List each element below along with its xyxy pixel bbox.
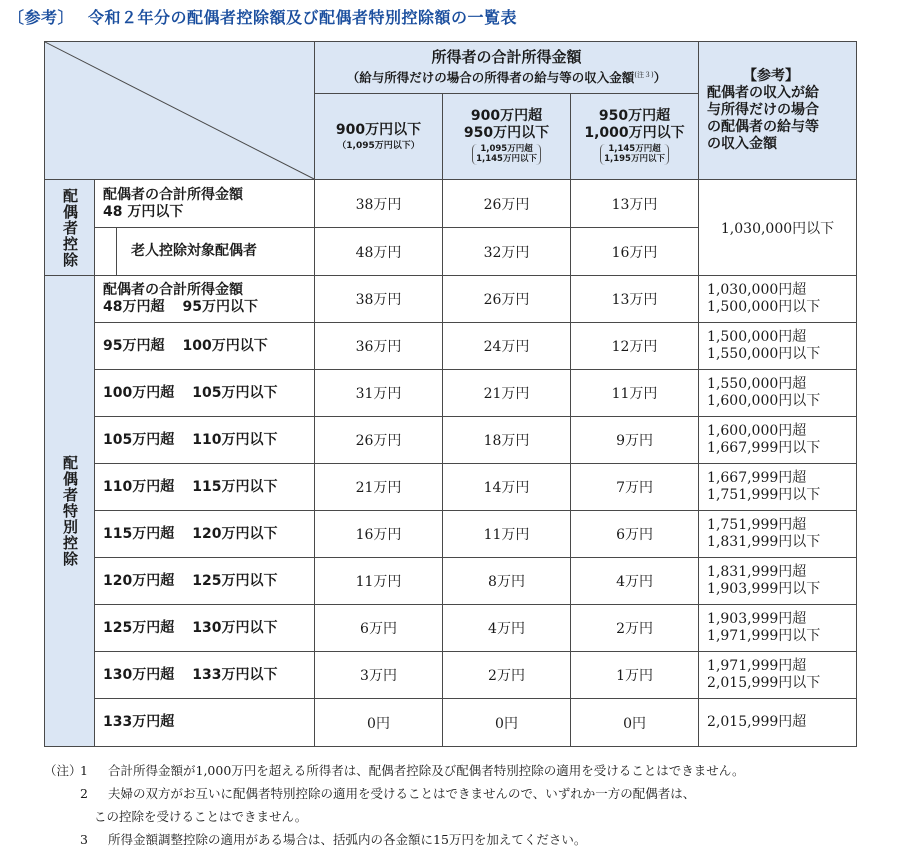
ref-low: 1,550,000円超 [707,376,807,392]
row-label-elderly-spouse: 老人控除対象配偶者 [117,228,315,276]
row-label-line2: 48 万円以下 [103,203,184,220]
value-cell: 11万円 [443,511,571,558]
value-cell: 16万円 [315,511,443,558]
range-high: 125万円以下 [192,572,278,589]
value-cell: 14万円 [443,464,571,511]
value-cell: 24万円 [443,323,571,370]
range-high: 120万円以下 [192,525,278,542]
range-high: 115万円以下 [192,478,278,495]
value-cell: 36万円 [315,323,443,370]
value-cell: 26万円 [315,417,443,464]
col1-line1: 900万円以下 [335,121,422,138]
row-label-special-6 [95,511,315,558]
col3-line1: 950万円超 [598,107,671,124]
header-group-title: 所得者の合計所得金額 [431,48,582,67]
row-label-line1: 配偶者の合計所得金額 [103,186,243,203]
row-label-special-1 [95,276,315,323]
header-col-1 [315,94,443,180]
value-cell: 6万円 [571,511,699,558]
range-low: 130万円超 [103,666,175,683]
ref-low: 1,030,000円超 [707,282,807,298]
ref-cell [699,511,857,558]
ref-line-4: の収入金額 [707,136,778,152]
value-cell: 48万円 [315,228,443,276]
range-low: 125万円超 [103,619,175,636]
value-cell: 0円 [315,699,443,747]
value-cell: 21万円 [443,370,571,417]
ref-high: 1,903,999円以下 [707,581,821,597]
row-label-special-5 [95,464,315,511]
note-number: 2 [80,786,88,801]
row-label-special-2 [95,323,315,370]
ref-low: 1,971,999円超 [707,658,807,674]
row-label-special-9 [95,652,315,699]
ref-cell [699,323,857,370]
range-high: 100万円以下 [182,337,268,354]
ref-high: 1,667,999円以下 [707,440,821,456]
deduction-table [44,41,857,747]
col2-sub2: 1,145万円以下 [476,154,537,165]
diagonal-line [45,42,314,179]
ref-low: 1,600,000円超 [707,423,807,439]
range-low: 110万円超 [103,478,175,495]
col1-sub: （1,095万円以下） [337,140,420,151]
ref-high: 1,831,999円以下 [707,534,821,550]
value-cell: 2万円 [443,652,571,699]
header-col-2 [443,94,571,180]
value-cell: 4万円 [443,605,571,652]
ref-high: 2,015,999円以下 [707,675,821,691]
ref-high: 1,751,999円以下 [707,487,821,503]
note-text: 合計所得金額が1,000万円を超える所得者は、配偶者控除及び配偶者特別控除の適用を受けることはできません。 [108,763,745,778]
header-ref [699,42,857,180]
ref-low: 1,751,999円超 [707,517,807,533]
range-low: 48万円超 [103,299,165,315]
ref-high: 1,500,000円以下 [707,299,821,315]
header-group-sub-text: （給与所得だけの場合の所得者の給与等の収入金額 [346,70,635,86]
row-label-special-3 [95,370,315,417]
ref-cell [699,464,857,511]
value-cell: 0円 [571,699,699,747]
range-high: 105万円以下 [192,384,278,401]
value-cell: 11万円 [315,558,443,605]
range-high: 95万円以下 [182,299,258,315]
value-cell: 8万円 [443,558,571,605]
value-cell: 26万円 [443,276,571,323]
range-low: 115万円超 [103,525,175,542]
ref-cell [699,605,857,652]
row-label-special-10: 133万円超 [95,699,315,747]
ref-low: 1,903,999円超 [707,611,807,627]
notes-prefix: （注） [44,763,82,778]
row-label-special-7 [95,558,315,605]
value-cell: 26万円 [443,180,571,228]
col2-sub1: 1,095万円超 [480,143,533,154]
header-col-3 [571,94,699,180]
value-cell: 2万円 [571,605,699,652]
value-cell: 12万円 [571,323,699,370]
note-3 [52,828,872,851]
value-cell: 6万円 [315,605,443,652]
ref-cell [699,370,857,417]
range-high: 110万円以下 [192,431,278,448]
value-cell: 21万円 [315,464,443,511]
value-cell: 32万円 [443,228,571,276]
note-2 [52,782,872,828]
title-tag: 〔参考〕 [8,8,75,27]
value-cell: 3万円 [315,652,443,699]
row-label-line1: 配偶者の合計所得金額 [103,282,243,298]
title-text: 令和２年分の配偶者控除額及び配偶者特別控除額の一覧表 [88,8,518,27]
value-cell: 13万円 [571,180,699,228]
ref-low: 1,667,999円超 [707,470,807,486]
notes [44,759,872,851]
row-label-line2 [103,299,314,316]
note-1 [44,759,872,782]
value-cell: 7万円 [571,464,699,511]
value-cell: 0円 [443,699,571,747]
range-low: 105万円超 [103,431,175,448]
section-special-deduction: 配偶者特別控除 [45,276,95,747]
col2-line2: 950万円以下 [463,124,550,141]
ref-cell [699,558,857,605]
header-group [315,42,699,94]
ref-line-1: 配偶者の収入が給 [707,85,820,101]
range-high: 130万円以下 [192,619,278,636]
section-spouse-deduction: 配偶者控除 [45,180,95,276]
value-cell: 13万円 [571,276,699,323]
page-title [8,6,517,30]
value-cell: 1万円 [571,652,699,699]
header-group-sub [315,67,698,86]
ref-cell [699,276,857,323]
range-low: 95万円超 [103,337,165,354]
ref-line-3: の配偶者の給与等 [707,119,820,135]
col3-sub1: 1,145万円超 [608,143,661,154]
ref-line-2: 与所得だけの場合 [707,102,820,118]
note-number: 1 [80,763,88,778]
range-low: 120万円超 [103,572,175,589]
header-note-ref: (注３) [634,71,654,80]
indent-cell [95,228,117,276]
note-text: 所得金額調整控除の適用がある場合は、括弧内の各金額に15万円を加えてください。 [108,832,587,847]
ref-low: 1,500,000円超 [707,329,807,345]
ref-cell: 2,015,999円超 [699,699,857,747]
value-cell: 38万円 [315,276,443,323]
value-cell: 4万円 [571,558,699,605]
col3-sub2: 1,195万円以下 [604,154,665,165]
row-label-special-8 [95,605,315,652]
col2-paren [472,144,541,165]
ref-low: 1,831,999円超 [707,564,807,580]
range-high: 133万円以下 [192,666,278,683]
col3-line2: 1,000万円以下 [584,124,685,141]
note-number: 3 [80,832,88,847]
value-cell: 9万円 [571,417,699,464]
value-cell: 16万円 [571,228,699,276]
value-cell: 38万円 [315,180,443,228]
header-group-close: ） [653,70,667,86]
value-cell: 18万円 [443,417,571,464]
row-label-spouse-1 [95,180,315,228]
value-cell: 31万円 [315,370,443,417]
range-low: 100万円超 [103,384,175,401]
ref-high: 1,550,000円以下 [707,346,821,362]
col2-line1: 900万円超 [470,107,543,124]
col3-paren [600,144,669,165]
note-text: 夫婦の双方がお互いに配偶者特別控除の適用を受けることはできませんので、いずれか一方の配偶者は、 [108,786,696,801]
ref-cell [699,652,857,699]
ref-cell-spouse: 1,030,000円以下 [699,180,857,276]
header-diagonal-cell [45,42,315,180]
ref-high: 1,971,999円以下 [707,628,821,644]
note-text-cont: この控除を受けることはできません。 [94,809,308,824]
ref-title: 【参考】 [743,68,800,84]
row-label-special-4 [95,417,315,464]
value-cell: 11万円 [571,370,699,417]
ref-high: 1,600,000円以下 [707,393,821,409]
ref-cell [699,417,857,464]
